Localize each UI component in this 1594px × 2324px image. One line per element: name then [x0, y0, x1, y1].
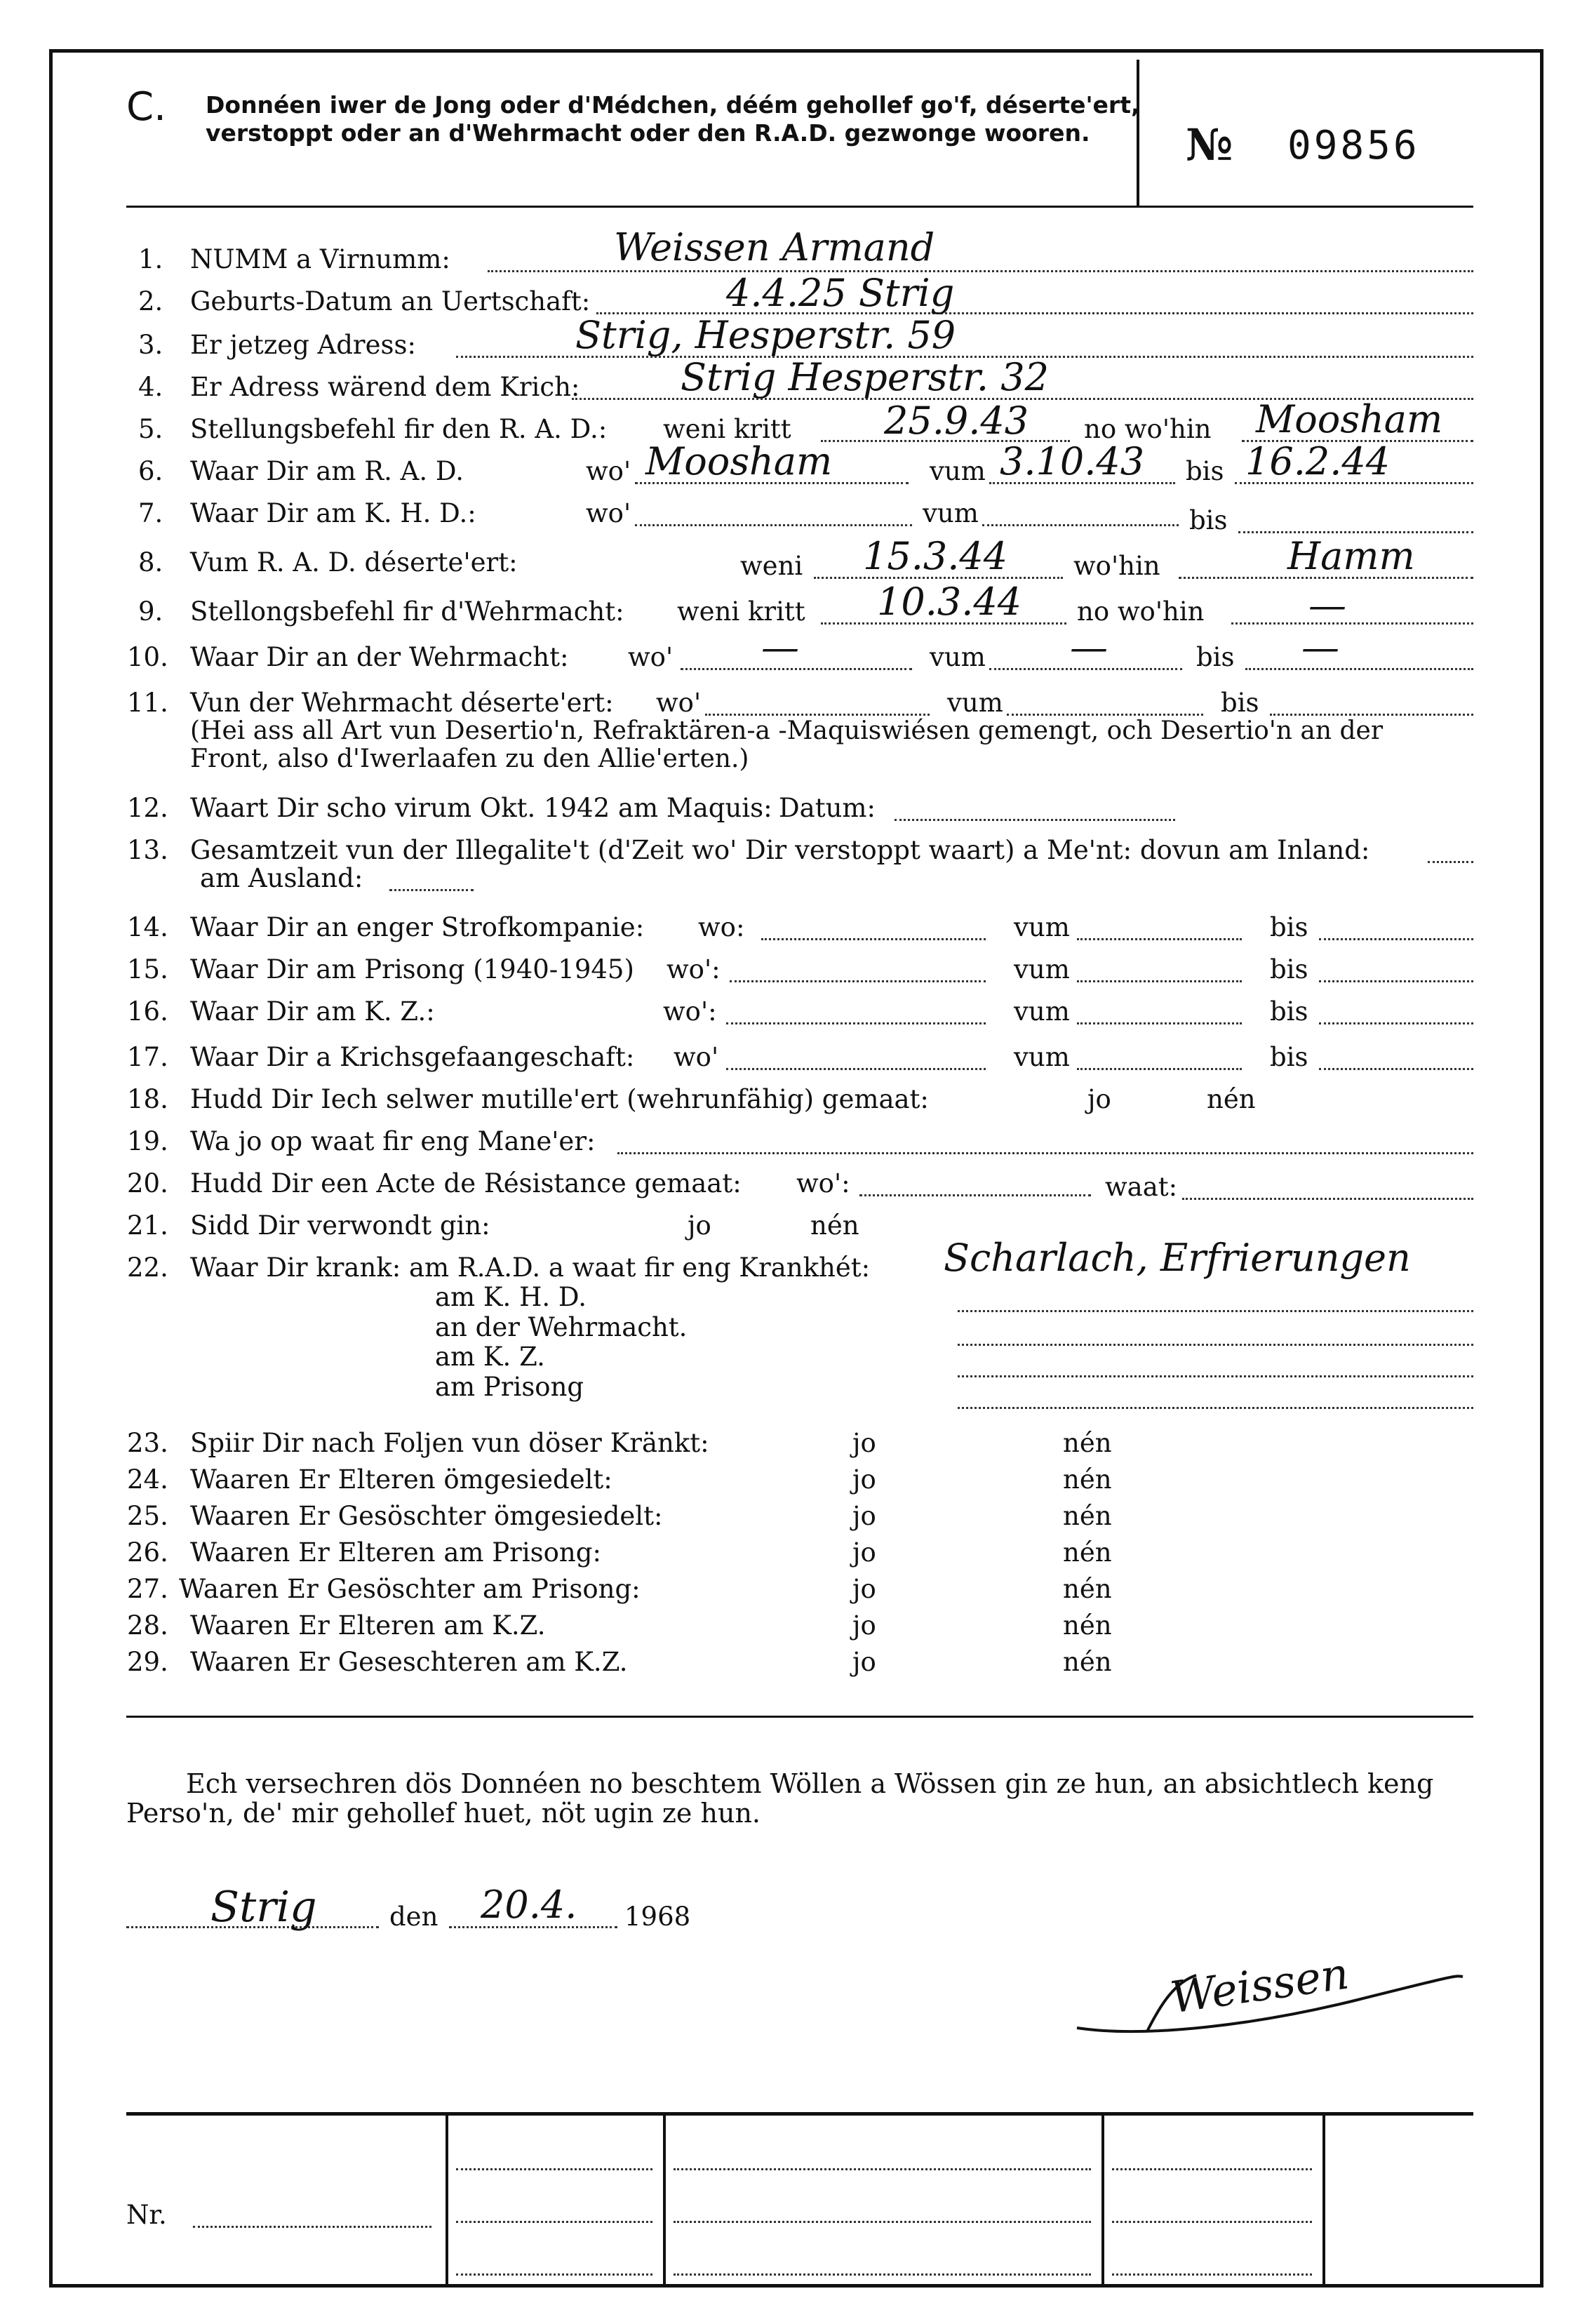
row-2-num: 2. — [138, 286, 163, 316]
row-14-vum-line — [1077, 938, 1242, 940]
row-22-line-prisong — [958, 1407, 1473, 1409]
row-22-num: 22. — [127, 1253, 168, 1283]
section-letter: C. — [126, 84, 166, 130]
row-11-wo-label: wo' — [656, 688, 702, 718]
row-29-num: 29. — [127, 1647, 168, 1677]
row-10-bis-label: bis — [1196, 642, 1235, 672]
row-7-label: Waar Dir am K. H. D.: — [190, 498, 476, 528]
row-22-line-wehrmacht — [958, 1344, 1473, 1346]
section-divider — [126, 1716, 1473, 1718]
row-22-sub-kz: am K. Z. — [435, 1342, 545, 1372]
row-14-bis-label: bis — [1270, 912, 1308, 942]
row-12-date-label: Datum: — [779, 793, 876, 823]
footer-line-a3 — [456, 2273, 652, 2276]
row-11-note-2: Front, also d'Iwerlaafen zu den Allie'erten.) — [190, 744, 749, 773]
row-7-vum-label: vum — [923, 498, 979, 528]
row-10-vum-label: vum — [930, 642, 986, 672]
row-1-value: Weissen Armand — [614, 225, 935, 269]
signing-date: 20.4. — [481, 1883, 577, 1927]
row-11-label: Vun der Wehrmacht déserte'ert: — [190, 688, 614, 718]
footer-line-b1 — [674, 2168, 1091, 2170]
footer-line-c1 — [1112, 2168, 1312, 2170]
row-6-bis-label: bis — [1186, 456, 1224, 486]
row-6-vum: 3.10.43 — [1000, 439, 1145, 483]
row-25-nen: nén — [1063, 1501, 1112, 1531]
row-22-sub-prisong: am Prisong — [435, 1372, 584, 1402]
row-18-label: Hudd Dir Iech selwer mutille'ert (wehrunfähig) gemaat: — [190, 1084, 929, 1114]
row-1-num: 1. — [138, 244, 163, 274]
row-12-date-line — [895, 819, 1175, 821]
row-6-wo-label: wo' — [586, 456, 631, 486]
row-8-where-label: wo'hin — [1073, 551, 1160, 581]
row-20-waat-label: waat: — [1105, 1172, 1178, 1202]
row-5-when-label: weni kritt — [663, 414, 791, 444]
row-27-num: 27. — [127, 1574, 168, 1604]
row-27-label: Waaren Er Gesöschter am Prisong: — [179, 1574, 641, 1604]
footer-col-1 — [446, 2112, 448, 2288]
row-20-wo-line — [859, 1194, 1091, 1196]
signature-text: Weissen — [1167, 1947, 1352, 2024]
row-25-jo: jo — [852, 1501, 876, 1531]
row-29-jo: jo — [852, 1647, 876, 1677]
row-17-vum-line — [1077, 1068, 1242, 1070]
row-21-jo: jo — [688, 1210, 711, 1241]
footer-line-c3 — [1112, 2273, 1312, 2276]
footer-col-3 — [1101, 2112, 1104, 2288]
row-29-label: Waaren Er Geseschteren am K.Z. — [190, 1647, 628, 1677]
row-16-bis-label: bis — [1270, 996, 1308, 1027]
row-10-num: 10. — [127, 642, 168, 672]
row-13-inland-line — [1428, 861, 1473, 863]
row-13-num: 13. — [127, 835, 168, 865]
footer-line-a2 — [456, 2221, 652, 2223]
row-7-bis-line — [1238, 531, 1473, 533]
footer-line-b2 — [674, 2221, 1091, 2223]
row-17-label: Waar Dir a Krichsgefaangeschaft: — [190, 1042, 635, 1072]
row-16-vum-line — [1077, 1022, 1242, 1024]
row-21-num: 21. — [127, 1210, 168, 1241]
row-14-label: Waar Dir an enger Strofkompanie: — [190, 912, 645, 942]
row-26-label: Waaren Er Elteren am Prisong: — [190, 1537, 601, 1568]
row-11-vum-label: vum — [947, 688, 1003, 718]
row-20-waat-line — [1182, 1198, 1473, 1200]
footer-col-4 — [1322, 2112, 1325, 2288]
row-24-label: Waaren Er Elteren ömgesiedelt: — [190, 1464, 612, 1495]
row-15-num: 15. — [127, 954, 168, 984]
row-26-nen: nén — [1063, 1537, 1112, 1568]
row-5-when: 25.9.43 — [884, 399, 1029, 443]
row-3-num: 3. — [138, 330, 163, 360]
row-22-label: Waar Dir krank: am R.A.D. a waat fir eng Krankhét: — [190, 1253, 871, 1283]
row-5-where-label: no wo'hin — [1084, 414, 1212, 444]
footer-line-c2 — [1112, 2221, 1312, 2223]
row-10-wo-label: wo' — [628, 642, 674, 672]
row-24-jo: jo — [852, 1464, 876, 1495]
row-18-jo: jo — [1087, 1084, 1111, 1114]
row-22-line-kz — [958, 1375, 1473, 1377]
row-12-num: 12. — [127, 793, 168, 823]
form-page — [49, 49, 1543, 2288]
row-15-vum-line — [1077, 980, 1242, 982]
row-21-nen: nén — [810, 1210, 859, 1241]
row-16-wo-line — [726, 1022, 986, 1024]
row-24-nen: nén — [1063, 1464, 1112, 1495]
row-10-wo: — — [761, 625, 799, 669]
row-13-label-2: am Ausland: — [200, 863, 363, 893]
footer-nr-line — [193, 2226, 431, 2228]
footer-col-2 — [663, 2112, 666, 2288]
row-16-num: 16. — [127, 996, 168, 1027]
row-8-num: 8. — [138, 547, 163, 577]
row-6-vum-label: vum — [930, 456, 986, 486]
row-23-nen: nén — [1063, 1428, 1112, 1458]
row-18-num: 18. — [127, 1084, 168, 1114]
row-7-wo-line — [635, 524, 912, 526]
row-13-label: Gesamtzeit vun der Illegalite't (d'Zeit wo' Dir verstoppt waart) a Me'nt: dovun am Inland: — [190, 835, 1370, 865]
row-4-value: Strig Hesperstr. 32 — [681, 355, 1049, 399]
row-10-bis: — — [1301, 625, 1339, 669]
row-28-jo: jo — [852, 1610, 876, 1641]
signature — [1063, 1947, 1470, 2045]
row-6-num: 6. — [138, 456, 163, 486]
row-11-bis-label: bis — [1221, 688, 1259, 718]
row-16-wo-label: wo': — [663, 996, 717, 1027]
row-14-wo-line — [761, 938, 986, 940]
row-22-line-khd — [958, 1310, 1473, 1312]
row-15-bis-label: bis — [1270, 954, 1308, 984]
signing-place: Strig — [210, 1883, 317, 1932]
row-18-nen: nén — [1207, 1084, 1256, 1114]
row-20-wo-label: wo': — [796, 1168, 850, 1198]
row-27-nen: nén — [1063, 1574, 1112, 1604]
row-26-jo: jo — [852, 1537, 876, 1568]
row-11-note-1: (Hei ass all Art vun Desertio'n, Refraktären-a -Maquiswiésen gemengt, och Desertio'n an der — [190, 716, 1384, 745]
row-17-bis-line — [1319, 1068, 1473, 1070]
row-19-num: 19. — [127, 1126, 168, 1156]
row-17-bis-label: bis — [1270, 1042, 1308, 1072]
declaration-line-2: Perso'n, de' mir gehollef huet, nöt ugin ze hun. — [126, 1798, 761, 1829]
row-5-where: Moosham — [1256, 397, 1443, 441]
row-11-num: 11. — [127, 688, 168, 718]
row-26-num: 26. — [127, 1537, 168, 1568]
row-15-wo-label: wo': — [667, 954, 721, 984]
row-7-num: 7. — [138, 498, 163, 528]
row-20-label: Hudd Dir een Acte de Résistance gemaat: — [190, 1168, 742, 1198]
row-16-vum-label: vum — [1014, 996, 1070, 1027]
row-8-when-label: weni — [740, 551, 803, 581]
row-8-when: 15.3.44 — [863, 534, 1008, 578]
row-27-jo: jo — [852, 1574, 876, 1604]
form-number: 09856 — [1287, 123, 1420, 168]
row-9-when-label: weni kritt — [677, 596, 805, 627]
row-9-where-label: no wo'hin — [1077, 596, 1205, 627]
row-13-ausland-line — [389, 889, 474, 891]
row-7-bis-label: bis — [1189, 505, 1228, 535]
row-22-sub-wehrmacht: an der Wehrmacht. — [435, 1312, 688, 1342]
row-9-where-line — [1231, 622, 1473, 625]
row-17-wo-label: wo' — [674, 1042, 719, 1072]
row-4-num: 4. — [138, 372, 163, 402]
row-9-when: 10.3.44 — [877, 580, 1022, 624]
row-9-num: 9. — [138, 596, 163, 627]
row-8-label: Vum R. A. D. déserte'ert: — [190, 547, 518, 577]
row-14-vum-label: vum — [1014, 912, 1070, 942]
row-28-nen: nén — [1063, 1610, 1112, 1641]
row-22-sub-khd: am K. H. D. — [435, 1282, 587, 1312]
row-12-label: Waart Dir scho virum Okt. 1942 am Maquis: — [190, 793, 772, 823]
row-3-value: Strig, Hesperstr. 59 — [575, 313, 956, 357]
row-24-num: 24. — [127, 1464, 168, 1495]
header-divider — [1137, 60, 1139, 207]
row-8-where: Hamm — [1287, 534, 1415, 578]
footer-nr-label: Nr. — [126, 2200, 167, 2230]
header-rule — [126, 206, 1473, 208]
row-10-label: Waar Dir an der Wehrmacht: — [190, 642, 569, 672]
row-2-value: 4.4.25 Strig — [726, 271, 955, 315]
row-16-bis-line — [1319, 1022, 1473, 1024]
row-23-num: 23. — [127, 1428, 168, 1458]
footer-line-a1 — [456, 2168, 652, 2170]
row-5-num: 5. — [138, 414, 163, 444]
section-title: Donnéen iwer de Jong oder d'Médchen, déém gehollef go'f, déserte'ert, verstoppt oder an d'Wehrmacht oder den R.A.D. gezwonge wooren. — [206, 91, 1140, 147]
row-14-bis-line — [1319, 938, 1473, 940]
row-3-label: Er jetzeg Adress: — [190, 330, 416, 360]
row-2-label: Geburts-Datum an Uertschaft: — [190, 286, 591, 316]
row-28-num: 28. — [127, 1610, 168, 1641]
signing-year: 1968 — [624, 1902, 691, 1932]
row-1-line — [488, 270, 1473, 272]
row-7-wo-label: wo' — [586, 498, 631, 528]
row-21-label: Sidd Dir verwondt gin: — [190, 1210, 490, 1241]
row-6-bis: 16.2.44 — [1245, 439, 1391, 483]
row-15-bis-line — [1319, 980, 1473, 982]
row-25-label: Waaren Er Gesöschter ömgesiedelt: — [190, 1501, 663, 1531]
row-14-num: 14. — [127, 912, 168, 942]
row-17-num: 17. — [127, 1042, 168, 1072]
row-4-label: Er Adress wärend dem Krich: — [190, 372, 580, 402]
row-15-wo-line — [730, 980, 986, 982]
row-22-value: Scharlach, Erfrierungen — [944, 1236, 1411, 1280]
row-10-bis-line — [1245, 668, 1473, 670]
row-23-jo: jo — [852, 1428, 876, 1458]
row-20-num: 20. — [127, 1168, 168, 1198]
row-17-wo-line — [726, 1068, 986, 1070]
row-14-wo-label: wo: — [698, 912, 745, 942]
row-19-label: Wa jo op waat fir eng Mane'er: — [190, 1126, 596, 1156]
row-9-label: Stellongsbefehl fir d'Wehrmacht: — [190, 596, 624, 627]
row-6-wo: Moosham — [645, 439, 833, 483]
row-15-vum-label: vum — [1014, 954, 1070, 984]
declaration-line-1: Ech versechren dös Donnéen no beschtem Wöllen a Wössen gin ze hun, an absichtlech keng — [186, 1768, 1434, 1799]
row-19-line — [617, 1152, 1473, 1154]
row-17-vum-label: vum — [1014, 1042, 1070, 1072]
row-23-label: Spiir Dir nach Foljen vun döser Kränkt: — [190, 1428, 709, 1458]
row-28-label: Waaren Er Elteren am K.Z. — [190, 1610, 546, 1641]
row-1-label: NUMM a Virnumm: — [190, 244, 450, 274]
row-9-where: — — [1308, 583, 1346, 627]
row-15-label: Waar Dir am Prisong (1940-1945) — [190, 954, 634, 984]
signing-den-label: den — [389, 1902, 438, 1932]
row-6-label: Waar Dir am R. A. D. — [190, 456, 464, 486]
footer-line-b3 — [674, 2273, 1091, 2276]
form-number-symbol: № — [1186, 119, 1233, 171]
row-10-vum: — — [1070, 625, 1108, 669]
footer-rule — [126, 2112, 1473, 2116]
row-25-num: 25. — [127, 1501, 168, 1531]
row-29-nen: nén — [1063, 1647, 1112, 1677]
row-5-label: Stellungsbefehl fir den R. A. D.: — [190, 414, 608, 444]
row-16-label: Waar Dir am K. Z.: — [190, 996, 435, 1027]
row-7-vum-line — [982, 524, 1179, 526]
